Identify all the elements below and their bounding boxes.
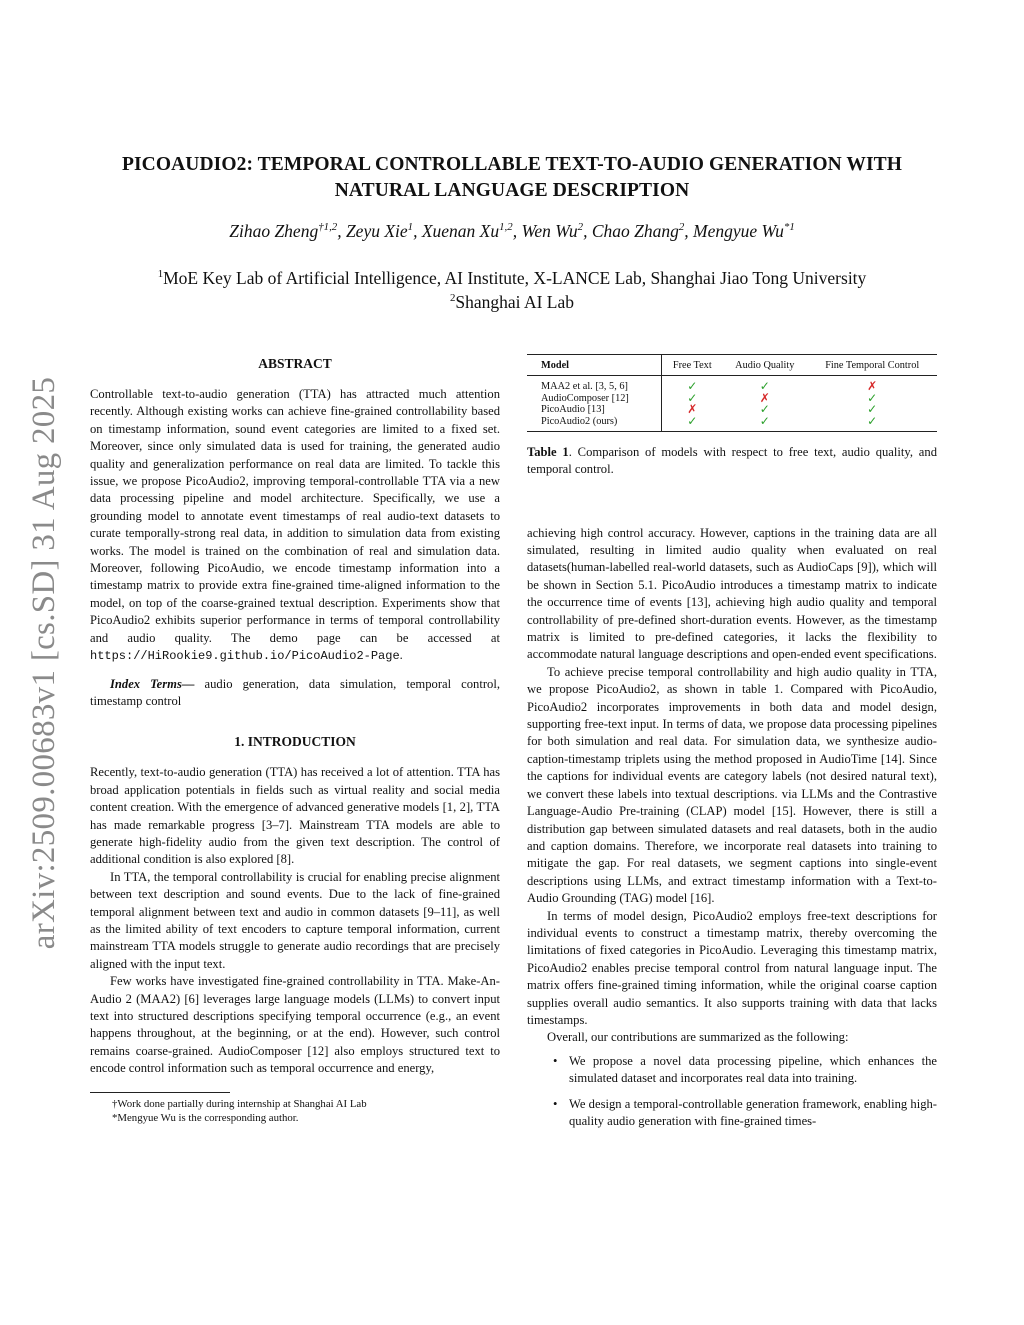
intro-paragraph-4: achieving high control accuracy. However, captions in the training data are all simulated, resulting in limited audio quality when evaluated on real datasets(human-labelled real-world datasets, such as AudioCaps [9]), which will be shown in Section 5.1. PicoAudio introduces a timestamp matrix to indicate the occurrence time of events [13], achieving high audio quality and temporal controllability of pre-defined short-duration events. However, as the timestamp matrix is limited to pre-defined categories, it lacks the flexibility to accommodate natural language descriptions and open-ended event specifications.	[527, 525, 937, 662]
abstract-body: Controllable text-to-audio generation (TTA) has attracted much attention recently. Although existing works can achieve fine-grained controllability based on timestamp information, sound event categories are limited to a fixed set. Moreover, since only simulated data is used for training, the generated audio quality and generalization performance on real data are limited. To tackle this issue, we propose PicoAudio2, improving temporal-controllable TTA via a new data processing pipeline and model architecture. Specifically, we use a grounding model to annotate event timestamps of real audio-text datasets to curate temporally-strong real data, in addition to simulation data from existing works. The model is trained on the combination of real and simulation data. Moreover, following PicoAudio, we encode timestamp information into a timestamp matrix to provide extra fine-grained time-aligned information to the model, on top of the coarse-grained textual description. Experiments show that PicoAudio2 exhibits superior performance in terms of temporal controllability and audio quality. The demo page can be accessed at	[90, 387, 500, 645]
free-text-mark: ✓	[687, 413, 698, 428]
affiliation-1	[60, 266, 964, 290]
title-line-1: PICOAUDIO2: TEMPORAL CONTROLLABLE TEXT-TO-AUDIO GENERATION WITH	[121, 154, 903, 175]
arxiv-identifier: arXiv:2509.00683v1 [cs.SD] 31 Aug 2025	[26, 376, 62, 950]
intro-paragraph-3: Few works have investigated fine-grained controllability in TTA. Make-An-Audio 2 (MAA2) [6] leverages large language models (LLMs) to convert input text into structured descriptions specifying temporal occurrence (e.g., an event happens throughout, at the beginning, or at the end). However, such control remains coarse-grained. AudioComposer [12] also employs structured text to encode control information such as temporal occurrence and energy,	[90, 974, 500, 1076]
author-sup: 1	[407, 221, 414, 234]
index-terms	[90, 676, 500, 711]
intro-paragraph-6: In terms of model design, PicoAudio2 employs free-text descriptions for individual events to construct a timestamp matrix, thereby overcoming the limitations of fixed categories in PicoAudio. Leveraging this timestamp matrix, PicoAudio2 enables precise temporal control from natural language input. The matrix offers fine-grained timing information, while the original coarse caption supplies overall audio semantics. It also supports training with data that lacks timestamps.	[527, 908, 937, 1027]
right-column	[527, 352, 937, 1138]
index-terms-label: Index Terms—	[110, 676, 195, 691]
audio-quality-mark: ✓	[759, 402, 770, 416]
affiliation-sup: 1	[157, 268, 164, 281]
author-name: Xuenan Xu	[421, 221, 500, 241]
intro-paragraph-1: Recently, text-to-audio generation (TTA) has received a lot of attention. TTA has broad application potentials in fields such as virtual reality and social media content creation. With the emergence of advanced generative models [1, 2], TTA has made remarkable progress [3–7]. Mainstream TTA models are able to generate high-fidelity audio from the given text description. The control of additional condition is also explored [8].	[90, 765, 500, 867]
left-column	[90, 352, 500, 1126]
index-terms-text: audio generation, data simulation, temporal control, timestamp control	[90, 676, 500, 708]
intro-heading: 1. INTRODUCTION	[234, 734, 356, 750]
author-sup: 1,2	[499, 221, 513, 234]
free-text-mark: ✓	[687, 390, 698, 405]
affiliation-sup: 2	[449, 292, 456, 305]
affiliation-text: Shanghai AI Lab	[455, 292, 574, 312]
header-model: Model	[527, 355, 662, 376]
fine-temporal-mark: ✓	[867, 402, 878, 416]
intro-paragraph-5: To achieve precise temporal controllability and high audio quality in TTA, we propose PicoAudio2, as shown in table 1. Compared with PicoAudio, PicoAudio2 incorporates improvements in both data and model design, supporting free-text input. In terms of data, we propose data processing pipelines for both simulation and real data. For simulation data, we synthesize audio-caption-timestamp triplets using the method proposed in AudioTime [14]. Since the captions for individual events are category labels (not desired natural text), we convert these labels into textual descriptions. via LLMs and the Contrastive Language-Audio Pre-training (CLAP) model [15]. However, there is still a distribution gap between simulated datasets and real datasets, both in the audio and caption domains. Therefore, we incorporate real datasets into training to mitigate the gap. For real datasets, we segment captions into single-event descriptions using LLMs, and extract timestamp information with a Text-to-Audio Grounding (TAG) model [16].	[527, 664, 937, 906]
fine-temporal-mark: ✓	[867, 390, 878, 405]
header-fine-temporal: Fine Temporal Control	[825, 359, 920, 371]
author-sup: 2	[577, 221, 584, 234]
list-item: • We design a temporal-controllable generation framework, enabling high-quality audio generation with fine-grained times-	[547, 1096, 937, 1131]
demo-link[interactable]: https://HiRookie9.github.io/PicoAudio2-Page	[90, 649, 400, 664]
comparison-table	[527, 354, 937, 432]
affiliation-2	[60, 290, 964, 314]
table-row	[527, 376, 937, 393]
footnote-divider	[90, 1092, 230, 1093]
affiliation-text: MoE Key Lab of Artificial Intelligence, AI Institute, X-LANCE Lab, Shanghai Jiao Tong University	[163, 268, 867, 288]
title-line-2: NATURAL LANGUAGE DESCRIPTION	[334, 180, 690, 201]
abstract-text	[90, 386, 500, 666]
author-name: Wen Wu	[521, 221, 578, 241]
model-name: PicoAudio [13]	[527, 404, 662, 416]
free-text-mark: ✗	[687, 402, 698, 416]
header-audio-quality: Audio Quality	[735, 359, 795, 371]
intro-paragraph-2: In TTA, the temporal controllability is crucial for enabling precise alignment between text description and sound events. Due to the lack of fine-grained temporal alignment between text and audio in common datasets [9–11], as well as the limited ability of text encoders to capture temporal information, current mainstream TTA models struggle to generate audio recordings that are precisely aligned with the input text.	[90, 869, 500, 971]
table-caption	[527, 444, 937, 478]
free-text-mark: ✓	[687, 379, 698, 393]
audio-quality-mark: ✓	[759, 379, 770, 393]
audio-quality-mark: ✗	[759, 390, 770, 405]
header-free-text: Free Text	[672, 359, 712, 371]
author-name: Mengyue Wu	[693, 221, 784, 241]
author-sup: 2	[678, 221, 685, 234]
author-name: Zeyu Xie	[345, 221, 408, 241]
table-caption-label: Table 1	[527, 445, 569, 459]
model-name: MAA2 et al. [3, 5, 6]	[527, 376, 662, 393]
author-sup: †1,2	[318, 221, 338, 234]
table-row	[527, 416, 937, 432]
footnote-2: *Mengyue Wu is the corresponding author.	[112, 1112, 299, 1125]
list-item: • We propose a novel data processing pipeline, which enhances the simulated dataset and incorporates real data into training.	[547, 1053, 937, 1088]
comparison-table-wrapper	[527, 352, 937, 478]
model-name: AudioComposer [12]	[527, 393, 662, 405]
author-name: Chao Zhang	[591, 221, 679, 241]
fine-temporal-mark: ✗	[867, 379, 878, 393]
footnote-1: †Work done partially during internship at Shanghai AI Lab	[112, 1097, 367, 1110]
table-header-row	[527, 355, 937, 376]
abstract-period: .	[399, 648, 403, 663]
paper-title	[100, 152, 924, 204]
table-caption-text: . Comparison of models with respect to free text, audio quality, and temporal control.	[527, 445, 937, 476]
intro-paragraph-7: Overall, our contributions are summarized as the following:	[547, 1030, 849, 1045]
fine-temporal-mark: ✓	[867, 413, 878, 428]
affiliations	[60, 266, 964, 314]
author-sup: *1	[783, 221, 795, 234]
model-name: PicoAudio2 (ours)	[527, 416, 662, 432]
author-list: Zihao Zheng$^{\dagger 1,2}$, Zeyu Xie$^1$, Xuenan Xu$^{1,2}$, Wen Wu$^2$, Chao Zhang$^2$, Mengyue Wu$^{*1}$	[229, 221, 795, 241]
abstract-heading: ABSTRACT	[258, 356, 332, 371]
audio-quality-mark: ✓	[759, 413, 770, 428]
contribution-list	[527, 1053, 937, 1131]
author-name: Zihao Zheng	[229, 221, 319, 241]
